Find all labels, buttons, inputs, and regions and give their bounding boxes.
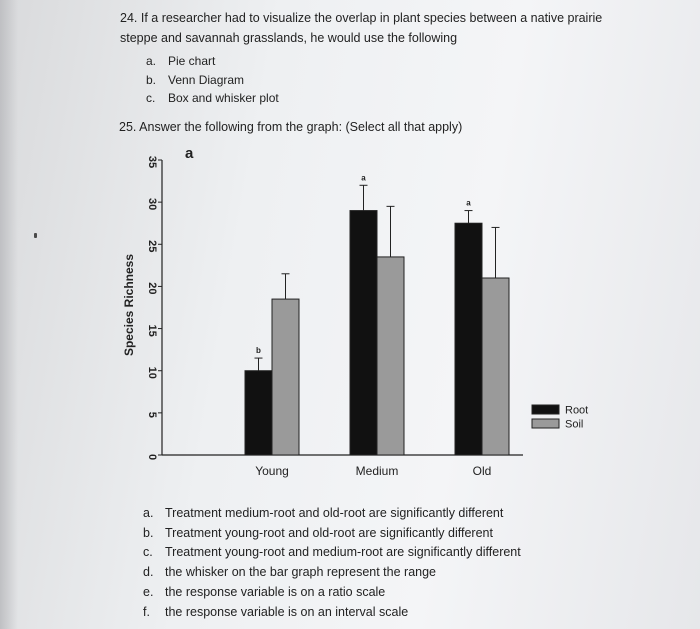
answer-text: Treatment young-root and old-root are significantly different (165, 526, 493, 540)
significance-letter: a (466, 198, 471, 208)
significance-letter: b (256, 346, 261, 356)
bar-root-old (455, 223, 482, 455)
y-tick-label: 25 (146, 240, 159, 253)
answer-letter: f. (143, 605, 150, 619)
answer-text: Treatment young-root and medium-root are significantly different (165, 545, 521, 559)
question-24-line2: steppe and savannah grasslands, he would use the following (120, 31, 458, 45)
y-tick-label: 20 (146, 282, 159, 295)
y-tick-label: 15 (146, 324, 159, 337)
q25-answer-d[interactable] (143, 565, 436, 579)
x-tick-label-old: Old (472, 464, 492, 478)
y-tick-label: 10 (146, 366, 159, 379)
y-tick-label: 35 (146, 155, 159, 169)
legend-swatch-root (532, 405, 559, 414)
option-letter: c. (146, 91, 156, 105)
bar-soil-medium (377, 257, 404, 455)
panel-label: a (185, 145, 194, 162)
option-text: Venn Diagram (168, 73, 245, 87)
answer-letter: d. (143, 565, 154, 579)
legend-label-root: Root (565, 404, 589, 417)
answer-text: the whisker on the bar graph represent the range (165, 565, 437, 579)
option-letter: a. (146, 54, 157, 68)
legend-label-soil: Soil (565, 418, 584, 431)
bar-root-young (245, 371, 272, 455)
answer-text: the response variable is on a ratio scale (165, 585, 386, 599)
q25-answer-e[interactable] (143, 585, 385, 599)
legend-swatch-soil (532, 419, 559, 428)
y-tick-label: 0 (146, 453, 159, 461)
answer-text: Treatment medium-root and old-root are significantly different (165, 506, 504, 520)
q25-answer-a[interactable] (143, 506, 503, 520)
option-letter: b. (146, 73, 157, 87)
answer-text: the response variable is on an interval scale (165, 605, 409, 619)
question-25-prompt: 25. Answer the following from the graph: (Select all that apply) (119, 120, 463, 134)
y-tick-label: 5 (146, 411, 159, 418)
q25-answer-c[interactable] (143, 545, 521, 559)
significance-letter: a (361, 173, 366, 183)
option-text: Pie chart (168, 54, 216, 68)
question-24-line1: 24. If a researcher had to visualize the overlap in plant species between a native prairie (120, 11, 603, 25)
option-text: Box and whisker plot (168, 91, 279, 105)
bar-soil-young (272, 299, 299, 455)
y-axis-label: Species Richness (122, 253, 136, 357)
answer-letter: a. (143, 506, 154, 520)
bar-root-medium (350, 211, 377, 455)
x-tick-label-young: Young (255, 464, 289, 478)
q25-answer-f[interactable] (143, 605, 408, 619)
q25-answer-b[interactable] (143, 526, 493, 540)
answer-letter: e. (143, 585, 154, 599)
y-tick-label: 30 (146, 198, 159, 211)
answer-letter: c. (143, 545, 153, 559)
x-tick-label-medium: Medium (355, 464, 399, 478)
answer-letter: b. (143, 526, 154, 540)
bar-soil-old (482, 278, 509, 455)
